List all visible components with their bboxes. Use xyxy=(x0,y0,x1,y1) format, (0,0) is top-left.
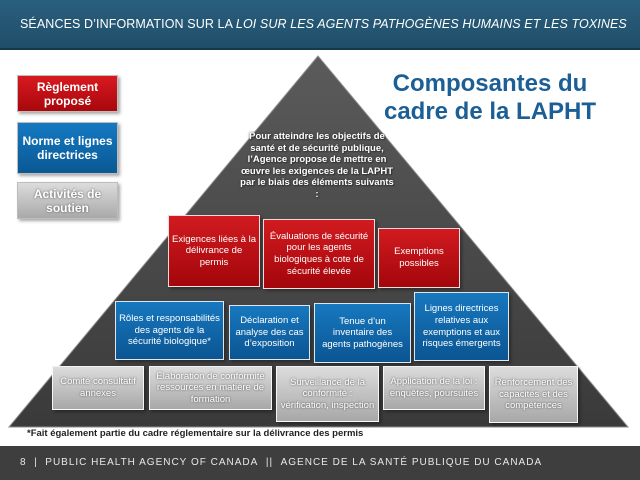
support-box-compliance: Surveillance de la conformité : vérification, inspection xyxy=(276,366,379,422)
page-title: Composantes du cadre de la LAPHT xyxy=(383,70,597,125)
header-title-text: SÉANCES D’INFORMATION SUR LA xyxy=(20,17,236,31)
pyramid-intro-text: Pour atteindre les objectifs de santé et de sécurité publique, l’Agence propose de mettre en œuvre les exigences de la LAPHT par le biais des éléments suivants : xyxy=(240,131,394,200)
standards-box-roles: Rôles et responsabilités des agents de la sécurité biologique* xyxy=(115,301,224,360)
standards-box-exposure-reporting: Déclaration et analyse des cas d’exposition xyxy=(229,305,310,360)
legend-item-regulation: Règlement proposé xyxy=(17,75,118,112)
standards-box-guidelines: Lignes directrices relatives aux exemptions et aux risques émergents xyxy=(414,292,509,361)
regulation-box-security-assessments: Évaluations de sécurité pour les agents biologiques à cote de sécurité élevée xyxy=(263,219,375,289)
footer-bar xyxy=(0,446,640,480)
standards-box-inventory: Tenue d’un inventaire des agents pathogènes xyxy=(314,303,411,363)
footer-text: 8 | PUBLIC HEALTH AGENCY OF CANADA || AGENCE DE LA SANTÉ PUBLIQUE DU CANADA xyxy=(20,457,543,468)
footnote: *Fait également partie du cadre réglementaire sur la délivrance des permis xyxy=(27,428,364,439)
support-box-advisory: Comité consultatif annexes xyxy=(52,366,144,410)
footer-agency-en: PUBLIC HEALTH AGENCY OF CANADA xyxy=(45,457,259,468)
regulation-box-exemptions: Exemptions possibles xyxy=(378,228,460,288)
legend-item-support: Activités de soutien xyxy=(17,182,118,219)
legend-item-standards: Norme et lignes directrices xyxy=(17,122,118,174)
page-number: 8 xyxy=(20,457,27,468)
support-box-enforcement: Application de la loi : enquêtes, poursuites xyxy=(383,366,485,410)
regulation-box-permits: Exigences liées à la délivrance de permis xyxy=(168,215,260,287)
footer-agency-fr: AGENCE DE LA SANTÉ PUBLIQUE DU CANADA xyxy=(280,457,543,468)
support-box-capacity: Renforcement des capacités et des compétences xyxy=(489,366,578,423)
header-title-law-name: LOI SUR LES AGENTS PATHOGÈNES HUMAINS ET LES TOXINES xyxy=(235,17,627,31)
support-box-training: Élaboration de conformité ressources en matière de formation xyxy=(149,366,272,410)
